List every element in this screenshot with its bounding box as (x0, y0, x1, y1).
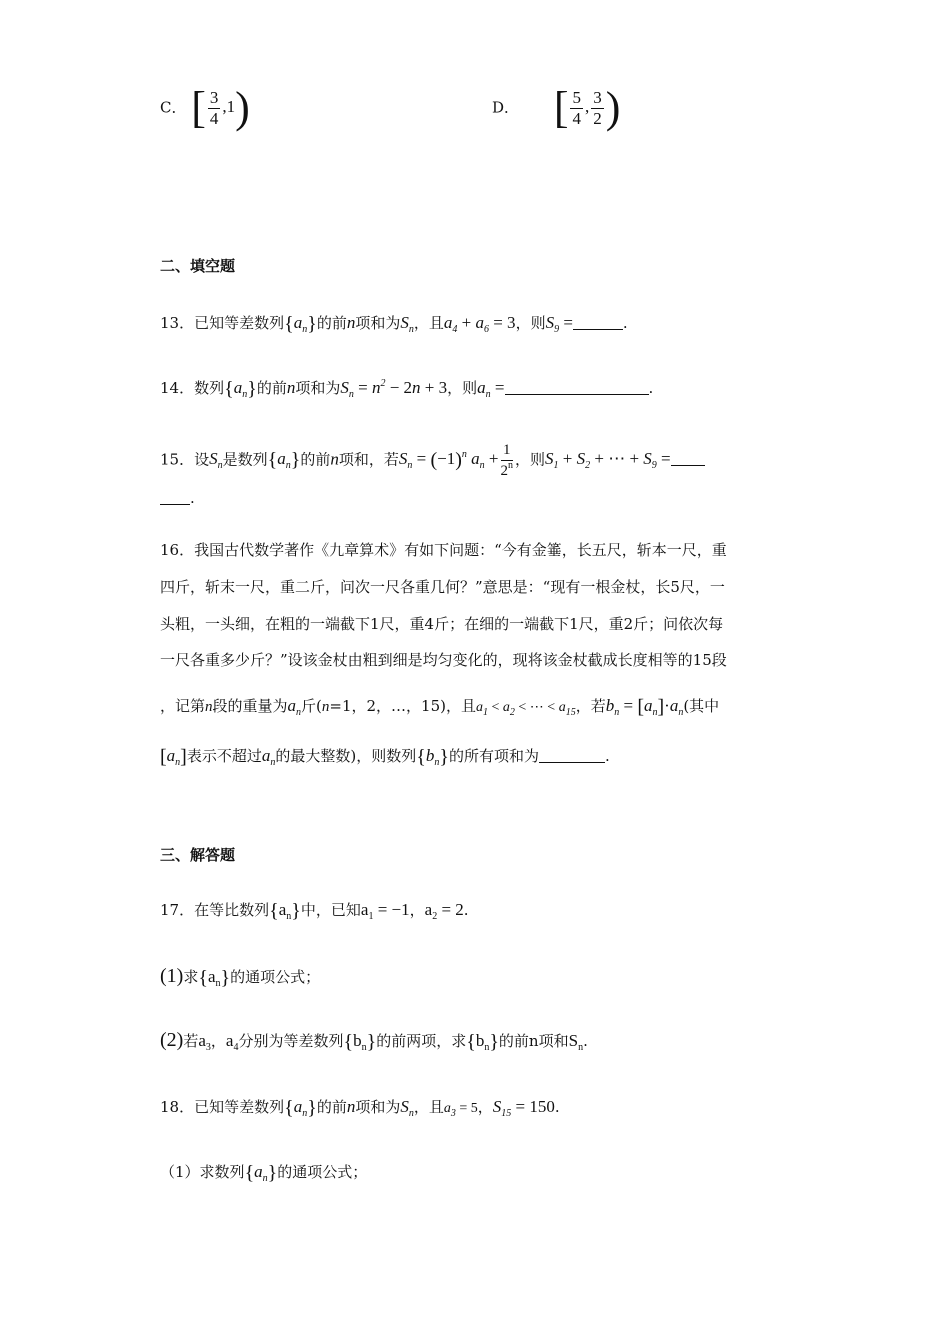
option-d-den2: 2 (593, 109, 602, 128)
q15-text: 项和，若 (338, 450, 399, 469)
question-16-line2: 四斤，斩末一尺，重二斤，问次一尺各重几何？”意思是：“现有一根金杖，长5尺，一 (160, 578, 725, 596)
question-16-line4: 一尺各重多少斤？”设该金杖由粗到细是均匀变化的，现将该金杖截成长度相等的15段 (160, 651, 727, 669)
q17-2-end: . (583, 1032, 588, 1050)
q16-number: 16． (160, 541, 195, 559)
q14-text: 数列 (194, 379, 225, 397)
part-marker: (1) (160, 965, 184, 987)
q17-2-text: ， (210, 1032, 226, 1050)
q16-text: 的最大整数)，则数列 (275, 747, 417, 765)
section-3-title: 三、解答题 (160, 846, 236, 864)
q17-2-text: 的前两项，求 (376, 1032, 467, 1050)
part-marker: (2) (160, 1029, 184, 1051)
q15-text: 是数列 (222, 450, 268, 469)
q14-text: 项和为 (295, 379, 341, 397)
q17-text: 在等比数列 (194, 901, 270, 919)
q13-number: 13． (160, 314, 195, 332)
question-17: 17．在等比数列$\{a_n\}$中，已知$a_1 = -1$，$a_2 = 2$. (160, 900, 469, 922)
q17-text: ， (409, 901, 425, 919)
q17-1-text: 的通项公式； (230, 968, 321, 986)
option-d-num1: 5 (572, 88, 581, 107)
q17-2-text: 分别为等差数列 (238, 1032, 344, 1050)
q14-text: ，则 (447, 379, 478, 397)
option-c: C． [ $\frac{3}{4}$ ,1) (160, 83, 250, 133)
part-marker: （1） (160, 1163, 200, 1181)
q15-text: ，则 (515, 450, 546, 469)
option-d: D． [ $\frac{5}{4}$ , $\frac{3}{2}$ ) (492, 83, 621, 133)
q16-text: (其中 (683, 697, 720, 715)
q13-text: 已知等差数列 (194, 314, 285, 332)
q17-2-text: 若 (183, 1032, 199, 1050)
q17-number: 17． (160, 901, 195, 919)
q18-text: ， (477, 1098, 493, 1116)
q18-text: ，且 (413, 1098, 444, 1116)
q16-text: 表示不超过 (186, 747, 262, 765)
option-c-label: C． (160, 98, 187, 117)
q16-end: . (604, 747, 610, 765)
option-d-num2: 3 (593, 88, 602, 107)
q14-end: . (648, 379, 654, 397)
q17-1-text: 求 (183, 968, 199, 986)
q15-text: 的前 (300, 450, 331, 469)
question-15: 15．设$S_n$是数列$\{a_n\}$的前n项和，若$S_n = (-1)^n$ $a_n$ + $\frac{1}{2^n}$ ，则$S_1 + S_2$ + ⋯ + $S_9$ = (160, 440, 705, 481)
option-c-den: 4 (209, 109, 219, 128)
q16-text: 我国古代数学著作《九章算术》有如下问题：“今有金箠，长五尺，斩本一尺，重 (194, 541, 727, 559)
q13-text: 的前 (316, 314, 347, 332)
q15-end: . (190, 489, 195, 507)
q13-text: ，且 (413, 314, 444, 332)
q17-end: . (463, 901, 469, 919)
question-14: 14．数列$\{a_n\}$的前n项和为$S_n = n^2 - 2n + 3$，则$a_n$ = . (160, 378, 654, 400)
q13-text: 项和为 (355, 314, 401, 332)
q18-text: 的前 (316, 1098, 347, 1116)
question-17-part1: (1)求$\{a_n\}$的通项公式； (160, 965, 321, 989)
q16-text: 斤( (301, 697, 322, 715)
question-18: 18．已知等差数列$\{a_n\}$的前n项和为$S_n$，且$a_3 = 5$，$S_{15} = 150$. (160, 1097, 560, 1119)
q16-text: 的所有项和为 (448, 747, 539, 765)
answer-blank[interactable] (505, 378, 649, 395)
option-c-rest: ,1 (222, 97, 236, 117)
section-2-title: 二、填空题 (160, 257, 236, 275)
question-17-part2: (2)若$a_3$，$a_4$分别为等差数列$\{b_n\}$的前两项，求$\{b_n\}$的前n项和$S_n$. (160, 1029, 588, 1053)
q14-text: 的前 (256, 379, 287, 397)
answer-blank[interactable] (573, 313, 623, 330)
question-16-line6: $[a_n]$表示不超过$a_n$的最大整数)，则数列$\{b_n\}$的所有项和为 . (160, 746, 610, 768)
question-15-cont (160, 486, 195, 510)
q18-1-text: 求数列 (199, 1163, 245, 1181)
q17-2-text: 的前n项和 (498, 1032, 569, 1050)
q18-1-text: 的通项公式； (277, 1163, 368, 1181)
answer-blank-cont[interactable] (160, 488, 190, 505)
q15-number: 15． (160, 450, 195, 469)
answer-blank[interactable] (539, 746, 605, 763)
q17-text: 中，已知 (300, 901, 361, 919)
question-16-line3: 头粗，一头细，在粗的一端截下1尺，重4斤；在细的一端截下1尺，重2斤；问依次每 (160, 615, 724, 633)
q13-text: ，则 (515, 314, 546, 332)
question-18-part1: （1）求数列$\{a_n\}$的通项公式； (160, 1162, 368, 1184)
question-13: 13．已知等差数列$\{a_n\}$的前n项和为$S_n$，且$a_4 + a_6 = 3$，则$S_9$ = . (160, 313, 628, 335)
q15-text: 设 (194, 450, 210, 469)
question-16-line1 (160, 538, 727, 562)
q16-text: =1，2，…，15)，且 (329, 697, 476, 715)
q13-end: . (622, 314, 628, 332)
option-d-den1: 4 (572, 109, 581, 128)
option-d-label: D． (492, 98, 520, 117)
q18-text: 已知等差数列 (194, 1098, 285, 1116)
q14-number: 14． (160, 379, 195, 397)
q16-text: ，记第 (160, 697, 206, 715)
q18-text: 项和为 (355, 1098, 401, 1116)
option-c-num: 3 (209, 88, 219, 107)
q18-number: 18． (160, 1098, 195, 1116)
answer-blank[interactable] (671, 449, 705, 466)
question-16-line5: ，记第n段的重量为$a_n$斤(n=1，2，…，15)，且$a_1 < a_2$ < ⋯ < $a_{15}$，若$b_n = [a_n]\cdot a_n$(其中 (160, 696, 720, 718)
q18-end: . (554, 1098, 560, 1116)
q16-text: ，若 (575, 697, 606, 715)
q16-text: 段的重量为 (212, 697, 288, 715)
